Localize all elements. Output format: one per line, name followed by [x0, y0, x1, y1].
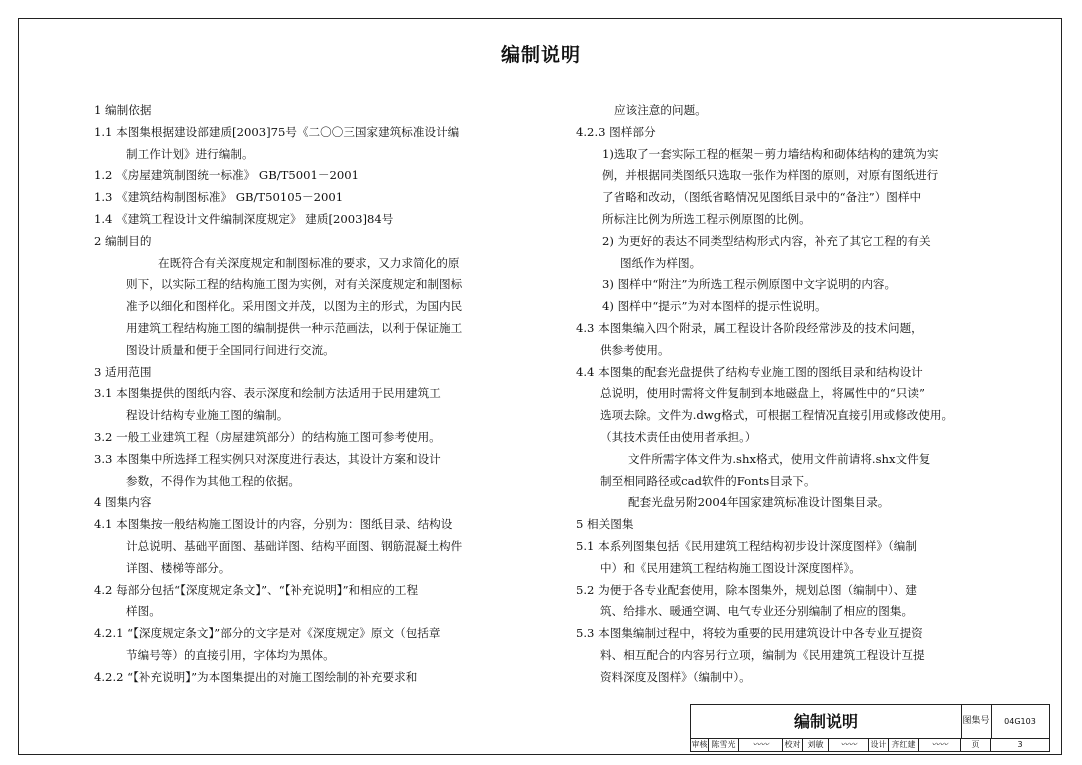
right-column-text-line: 中）和《民用建筑工程结构施工图设计深度图样》。: [600, 560, 861, 575]
right-column-text-line: 选项去除。文件为.dwg格式，可根据工程情况直接引用或修改使用。: [600, 408, 954, 423]
title-block: [690, 704, 1050, 752]
right-column-text-line: 制至相同路径或cad软件的Fonts目录下。: [600, 473, 816, 488]
right-column-text-line: 5.3 本图集编制过程中，将较为重要的民用建筑设计中各专业互提资: [576, 626, 923, 641]
right-column-text-line: 筑、给排水、暖通空调、电气专业还分别编制了相应的图集。: [600, 604, 914, 619]
left-column-text-line: 4.1 本图集按一般结构施工图设计的内容，分别为：图纸目录、结构设: [94, 517, 453, 532]
right-column-text-line: 供参考使用。: [600, 342, 670, 357]
right-column-text-line: （其技术责任由使用者承担。）: [600, 429, 757, 444]
left-column-text-line: 2 编制目的: [94, 233, 152, 248]
left-column-text-line: 4.2.1 “【深度规定条文】”部分的文字是对《深度规定》原文（包括章: [94, 626, 441, 641]
left-column-text-line: 1.1 本图集根据建设部建质[2003]75号《二〇〇三国家建筑标准设计编: [94, 124, 460, 139]
right-column-text-line: 4.4 本图集的配套光盘提供了结构专业施工图的图纸目录和结构设计: [576, 364, 923, 379]
title-block-top-row: [691, 705, 1049, 739]
left-column-text-line: 3 适用范围: [94, 364, 152, 379]
left-column-text-line: 1.3 《建筑结构制图标准》 GB/T50105－2001: [94, 190, 344, 205]
left-column-text-line: 用建筑工程结构施工图的编制提供一种示范画法，以利于保证施工: [126, 320, 463, 335]
right-column-text-line: 5.2 为便于各专业配套使用，除本图集外，规划总图（编制中）、建: [576, 582, 917, 597]
check-signature: 〰〰: [829, 738, 869, 751]
review-label: 审核: [691, 740, 708, 749]
left-column-text-line: 1 编制依据: [94, 103, 152, 117]
left-column-text-line: 程设计结构专业施工图的编制。: [126, 408, 289, 423]
right-column-text-line: 3) 图样中“附注”为所选工程示例原图中文字说明的内容。: [602, 277, 897, 292]
left-column-text-line: 4 图集内容: [94, 495, 152, 510]
right-column-text-line: 应该注意的问题。: [614, 103, 707, 117]
page-number: 3: [1017, 740, 1023, 749]
right-column-text-line: 了省略和改动，（图纸省略情况见图纸目录中的“备注”）图样中: [602, 190, 922, 205]
design-name: 齐红建: [889, 738, 919, 751]
left-column-text-line: 计总说明、基础平面图、基础详图、结构平面图、钢筋混凝土构件: [126, 538, 463, 553]
left-column-text-line: 1.4 《建筑工程设计文件编制深度规定》 建质[2003]84号: [94, 211, 394, 226]
page-label: 页: [961, 738, 991, 751]
right-column: [576, 100, 1016, 689]
right-column-text-line: 总说明，使用时需将文件复制到本地磁盘上，将属性中的“只读”: [600, 386, 925, 401]
left-column-text-line: 3.3 本图集中所选择工程实例只对深度进行表达，其设计方案和设计: [94, 451, 441, 466]
right-column-text-line: 所标注比例为所选工程示例原图的比例。: [602, 211, 811, 226]
page-title: 编制说明: [500, 44, 581, 66]
right-column-text-line: 料、相互配合的内容另行立项，编制为《民用建筑工程设计互提: [600, 647, 925, 662]
right-column-text-line: 4.3 本图集编入四个附录，属工程设计各阶段经常涉及的技术问题，: [576, 320, 923, 335]
left-column-text-line: 参数，不得作为其他工程的依据。: [126, 473, 300, 488]
right-column-text-line: 文件所需字体文件为.shx格式，使用文件前请将.shx文件复: [628, 451, 931, 466]
right-column-text-line: 1)选取了一套实际工程的框架－剪力墙结构和砌体结构的建筑为实: [602, 146, 939, 161]
right-column-text-line: 资料深度及图样》（编制中）。: [600, 669, 751, 684]
right-column-text-line: 配套光盘另附2004年国家建筑标准设计图集目录。: [628, 495, 890, 510]
left-column-text-line: 准予以细化和图样化。采用图文并茂，以图为主的形式，为国内民: [126, 299, 463, 314]
left-column-text-line: 图设计质量和便于全国同行间进行交流。: [126, 342, 335, 357]
right-column-text-line: 2) 为更好的表达不同类型结构形式内容，补充了其它工程的有关: [602, 233, 931, 248]
left-column-text-line: 节编号等）的直接引用，字体均为黑体。: [126, 647, 335, 662]
title-block-title: 编制说明: [691, 705, 962, 738]
left-column-text-line: 则下，以实际工程的结构施工图为实例，对有关深度规定和制图标: [126, 277, 463, 292]
left-column-text-line: 制工作计划》进行编制。: [126, 146, 254, 161]
left-column: [94, 100, 534, 689]
right-column-text-line: 4) 图样中“提示”为对本图样的提示性说明。: [602, 299, 827, 314]
left-column-text-line: 详图、楼梯等部分。: [126, 560, 231, 575]
review-name: 陈雪光: [709, 738, 739, 751]
left-column-text-line: 4.2.2 “【补充说明】”为本图集提出的对施工图绘制的补充要求和: [94, 669, 418, 684]
right-column-text-line: 5.1 本系列图集包括《民用建筑工程结构初步设计深度图样》（编制: [576, 538, 917, 553]
atlas-number: 04G103: [1004, 717, 1036, 726]
check-label: 校对: [783, 738, 803, 751]
left-column-text-line: 1.2 《房屋建筑制图统一标准》 GB/T5001－2001: [94, 168, 359, 183]
check-name: 刘敏: [803, 738, 829, 751]
left-column-text-line: 样图。: [126, 604, 161, 619]
design-label: 设计: [869, 738, 889, 751]
review-signature: 〰〰: [739, 738, 783, 751]
left-column-text-line: 在既符合有关深度规定和制图标准的要求，又力求简化的原: [158, 255, 460, 270]
atlas-number-label: 图集号: [961, 705, 992, 738]
right-column-text-line: 5 相关图集: [576, 517, 634, 532]
left-column-text-line: 3.1 本图集提供的图纸内容、表示深度和绘制方法适用于民用建筑工: [94, 386, 441, 401]
right-column-text-line: 4.2.3 图样部分: [576, 124, 656, 139]
title-block-signature-row: [691, 738, 1049, 751]
left-column-text-line: 4.2 每部分包括“【深度规定条文】”、“【补充说明】”和相应的工程: [94, 582, 419, 597]
design-signature: 〰〰: [919, 738, 961, 751]
left-column-text-line: 3.2 一般工业建筑工程（房屋建筑部分）的结构施工图可参考使用。: [94, 429, 441, 444]
right-column-text-line: 例，并根据同类图纸只选取一张作为样图的原则，对原有图纸进行: [602, 168, 939, 183]
right-column-text-line: 图纸作为样图。: [620, 255, 702, 270]
